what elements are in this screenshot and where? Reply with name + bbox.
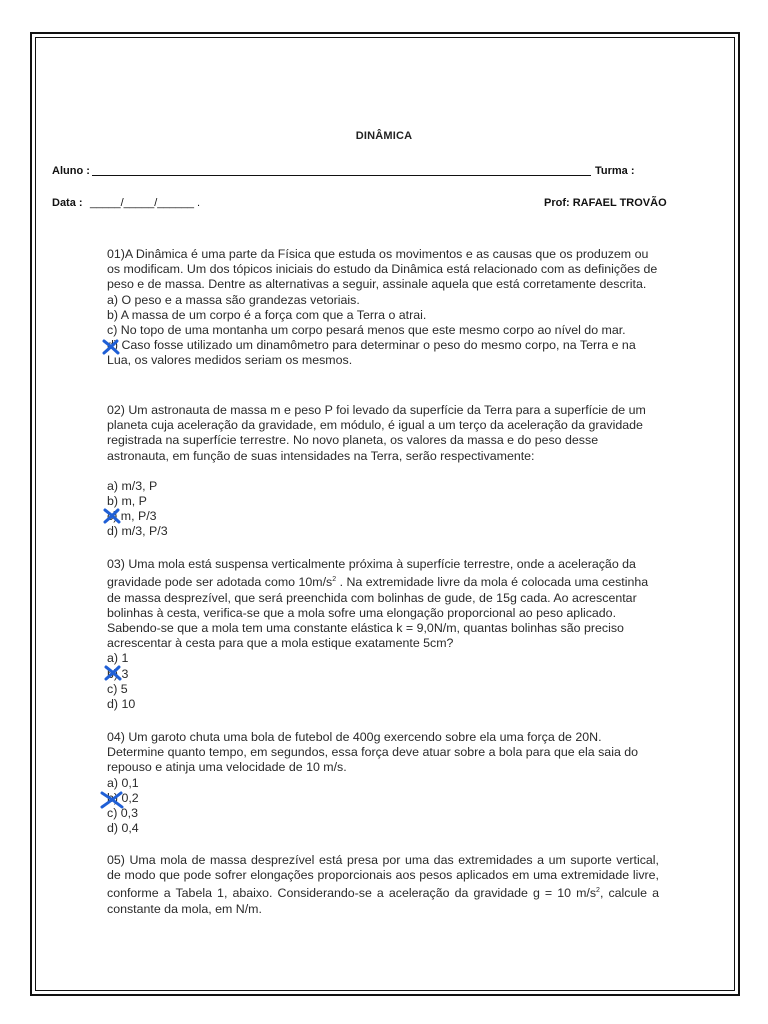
question-3-text: 03) Uma mola está suspensa verticalmente próxima à superfície terrestre, onde a aceleração da gravidade pode ser adotada como $10m/s^2$ . Na extremidade livre da mola é colocada uma cestinha de massa desprezível, que será preenchida com bolinhas de gude, de 15g cada. Ao acrescentar bolinhas à cesta, verifica-se que a mola sofre uma elongação proporcional ao peso aplicado. Sabendo-se que a mola tem uma constante elástica k = 9,0N/m, quantas bolinhas são preciso acrescentar à cesta para que a mola estique exatamente 5cm? [107,557,649,651]
question-2-option-b: b) m, P [107,494,147,509]
question-1 [107,247,659,369]
answer-mark-icon-q3 [104,665,122,681]
question-1-text: 01)A Dinâmica é uma parte da Física que estuda os movimentos e as causas que os produzem ou os modificam. Um dos tópicos iniciais do estudo da Dinâmica está relacionado com as definições de peso e de massa. Dentre as alternativas a seguir, assinale aquela que está corretamente descrita. [107,247,658,292]
question-5-text: 05) Uma mola de massa desprezível está presa por uma das extremidades a um suporte vertical, de modo que pode sofrer elongações proporcionais aos pesos aplicados em uma extremidade livre, conforme a Tabela 1, abaixo. Considerando-se a aceleração da gravidade g = 10 $m/s^2$, calcule a constante da mola, em N/m. [107,853,660,916]
question-4 [107,730,659,836]
question-3-option-c: c) 5 [107,681,128,696]
answer-mark-icon-q4 [100,791,124,809]
question-2-option-c: c) m, P/3 [107,509,157,524]
question-2-option-d: d) m/3, P/3 [107,524,168,539]
data-blanks: _____/_____/______ . [90,197,201,209]
answer-mark-icon-q1 [102,339,120,355]
turma-label: Turma : [595,165,635,177]
question-4-option-d: d) 0,4 [107,821,139,836]
question-3 [107,557,659,712]
question-1-option-a: a) O peso e a massa são grandezas vetoriais. [107,292,360,307]
question-3-option-d: d) 10 [107,696,136,711]
question-4-text: 04) Um garoto chuta uma bola de futebol de 400g exercendo sobre ela uma força de 20N. Determine quanto tempo, em segundos, essa força deve atuar sobre a bola para que ela saia do repouso e atinja uma velocidade de 10 m/s. [107,730,639,775]
question-2 [107,403,659,540]
data-label: Data : [52,197,83,209]
question-2-option-a: a) m/3, P [107,478,158,493]
question-1-option-b: b) A massa de um corpo é a força com que a Terra o atrai. [107,307,427,322]
prof-name: Prof: RAFAEL TROVÃO [544,197,667,209]
aluno-label: Aluno : [52,165,90,177]
question-1-option-d: d) Caso fosse utilizado um dinamômetro para determinar o peso do mesmo corpo, na Terra e na Lua, os valores medidos seriam os mesmos. [107,338,636,368]
page-title: DINÂMICA [355,130,413,142]
question-2-text: 02) Um astronauta de massa m e peso P foi levado da superfície da Terra para a superfície de um planeta cuja aceleração da gravidade, em módulo, é igual a um terço da aceleração da gravidade registrada na superfície terrestre. No novo planeta, os valores da massa e do peso desse astronauta, em função de suas intensidades na Terra, serão respectivamente: [107,403,646,463]
question-5 [107,853,659,917]
question-3-option-b: b) 3 [107,666,129,681]
question-1-option-c: c) No topo de uma montanha um corpo pesará menos que este mesmo corpo ao nível do mar. [107,323,626,338]
question-4-option-c: c) 0,3 [107,806,138,821]
aluno-field-line [92,175,591,176]
answer-mark-icon-q2 [103,508,121,524]
question-3-option-a: a) 1 [107,651,129,666]
question-4-option-a: a) 0,1 [107,775,139,790]
question-4-option-b: b) 0,2 [107,790,139,805]
